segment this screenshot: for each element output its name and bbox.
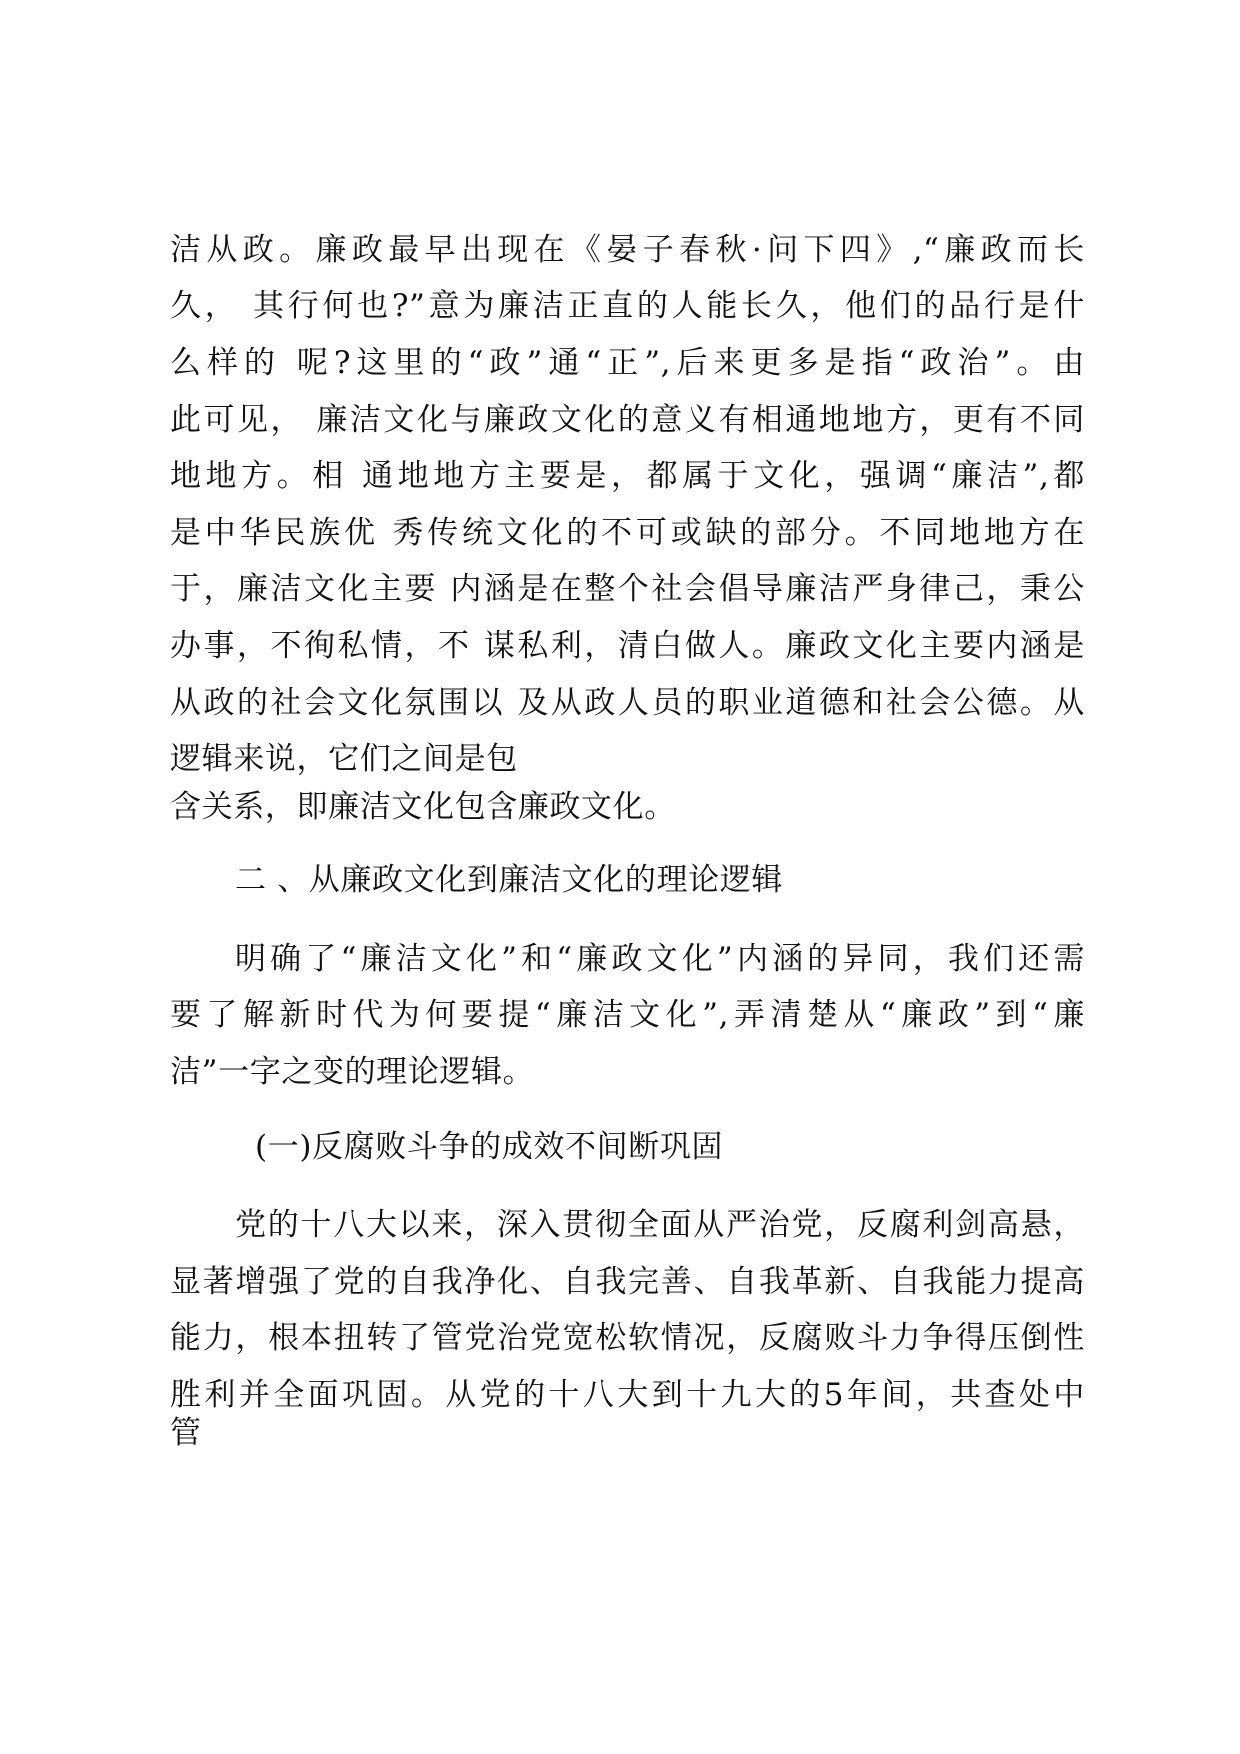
- body-text-line: 洁”一字之变的理论逻辑。: [170, 1054, 535, 1090]
- body-text-line: 胜利并全面巩固。从党的十八大到十九大的5年间，共查处中: [170, 1377, 1085, 1413]
- body-text-line: 于，廉洁文化主要 内涵是在整个社会倡导廉洁严身律己，秉公: [170, 571, 1085, 607]
- body-text-line: 党的十八大以来，深入贯彻全面从严治党，反腐利剑高悬，: [235, 1207, 1085, 1243]
- body-text-line: 地地方。相 通地地方主要是，都属于文化，强调“廉洁”,都: [170, 458, 1085, 494]
- body-text-line: 办事，不徇私情，不 谋私利，清白做人。廉政文化主要内涵是: [170, 628, 1085, 664]
- subsection-heading: (一)反腐败斗争的成效不间断巩固: [255, 1129, 724, 1165]
- body-text-line: 明确了“廉洁文化”和“廉政文化”内涵的异同，我们还需: [235, 941, 1085, 977]
- body-text-line: 此可见， 廉洁文化与廉政文化的意义有相通地地方，更有不同: [170, 402, 1085, 438]
- body-text-line: 么样的 呢?这里的“政”通“正”,后来更多是指“政治”。由: [170, 345, 1085, 381]
- body-text-line: 洁从政。廉政最早出现在《晏子春秋·问下四》,“廉政而长: [170, 232, 1085, 268]
- body-text-line: 从政的社会文化氛围以 及从政人员的职业道德和社会公德。从: [170, 685, 1085, 721]
- body-text-line: 含关系，即廉洁文化包含廉政文化。: [170, 789, 676, 825]
- body-text-line: 管: [170, 1415, 202, 1451]
- body-text-line: 是中华民族优 秀传统文化的不可或缺的部分。不同地地方在: [170, 515, 1085, 551]
- body-text-line: 逻辑来说，它们之间是包: [170, 741, 518, 777]
- body-text-line: 显著增强了党的自我净化、自我完善、自我革新、自我能力提高: [170, 1264, 1085, 1300]
- body-text-line: 能力，根本扭转了管党治党宽松软情况，反腐败斗力争得压倒性: [170, 1320, 1085, 1356]
- section-heading: 二 、从廉政文化到廉洁文化的理论逻辑: [235, 862, 784, 898]
- body-text-line: 久， 其行何也?”意为廉洁正直的人能长久，他们的品行是什: [170, 288, 1085, 324]
- body-text-line: 要了解新时代为何要提“廉洁文化”,弄清楚从“廉政”到“廉: [170, 997, 1085, 1033]
